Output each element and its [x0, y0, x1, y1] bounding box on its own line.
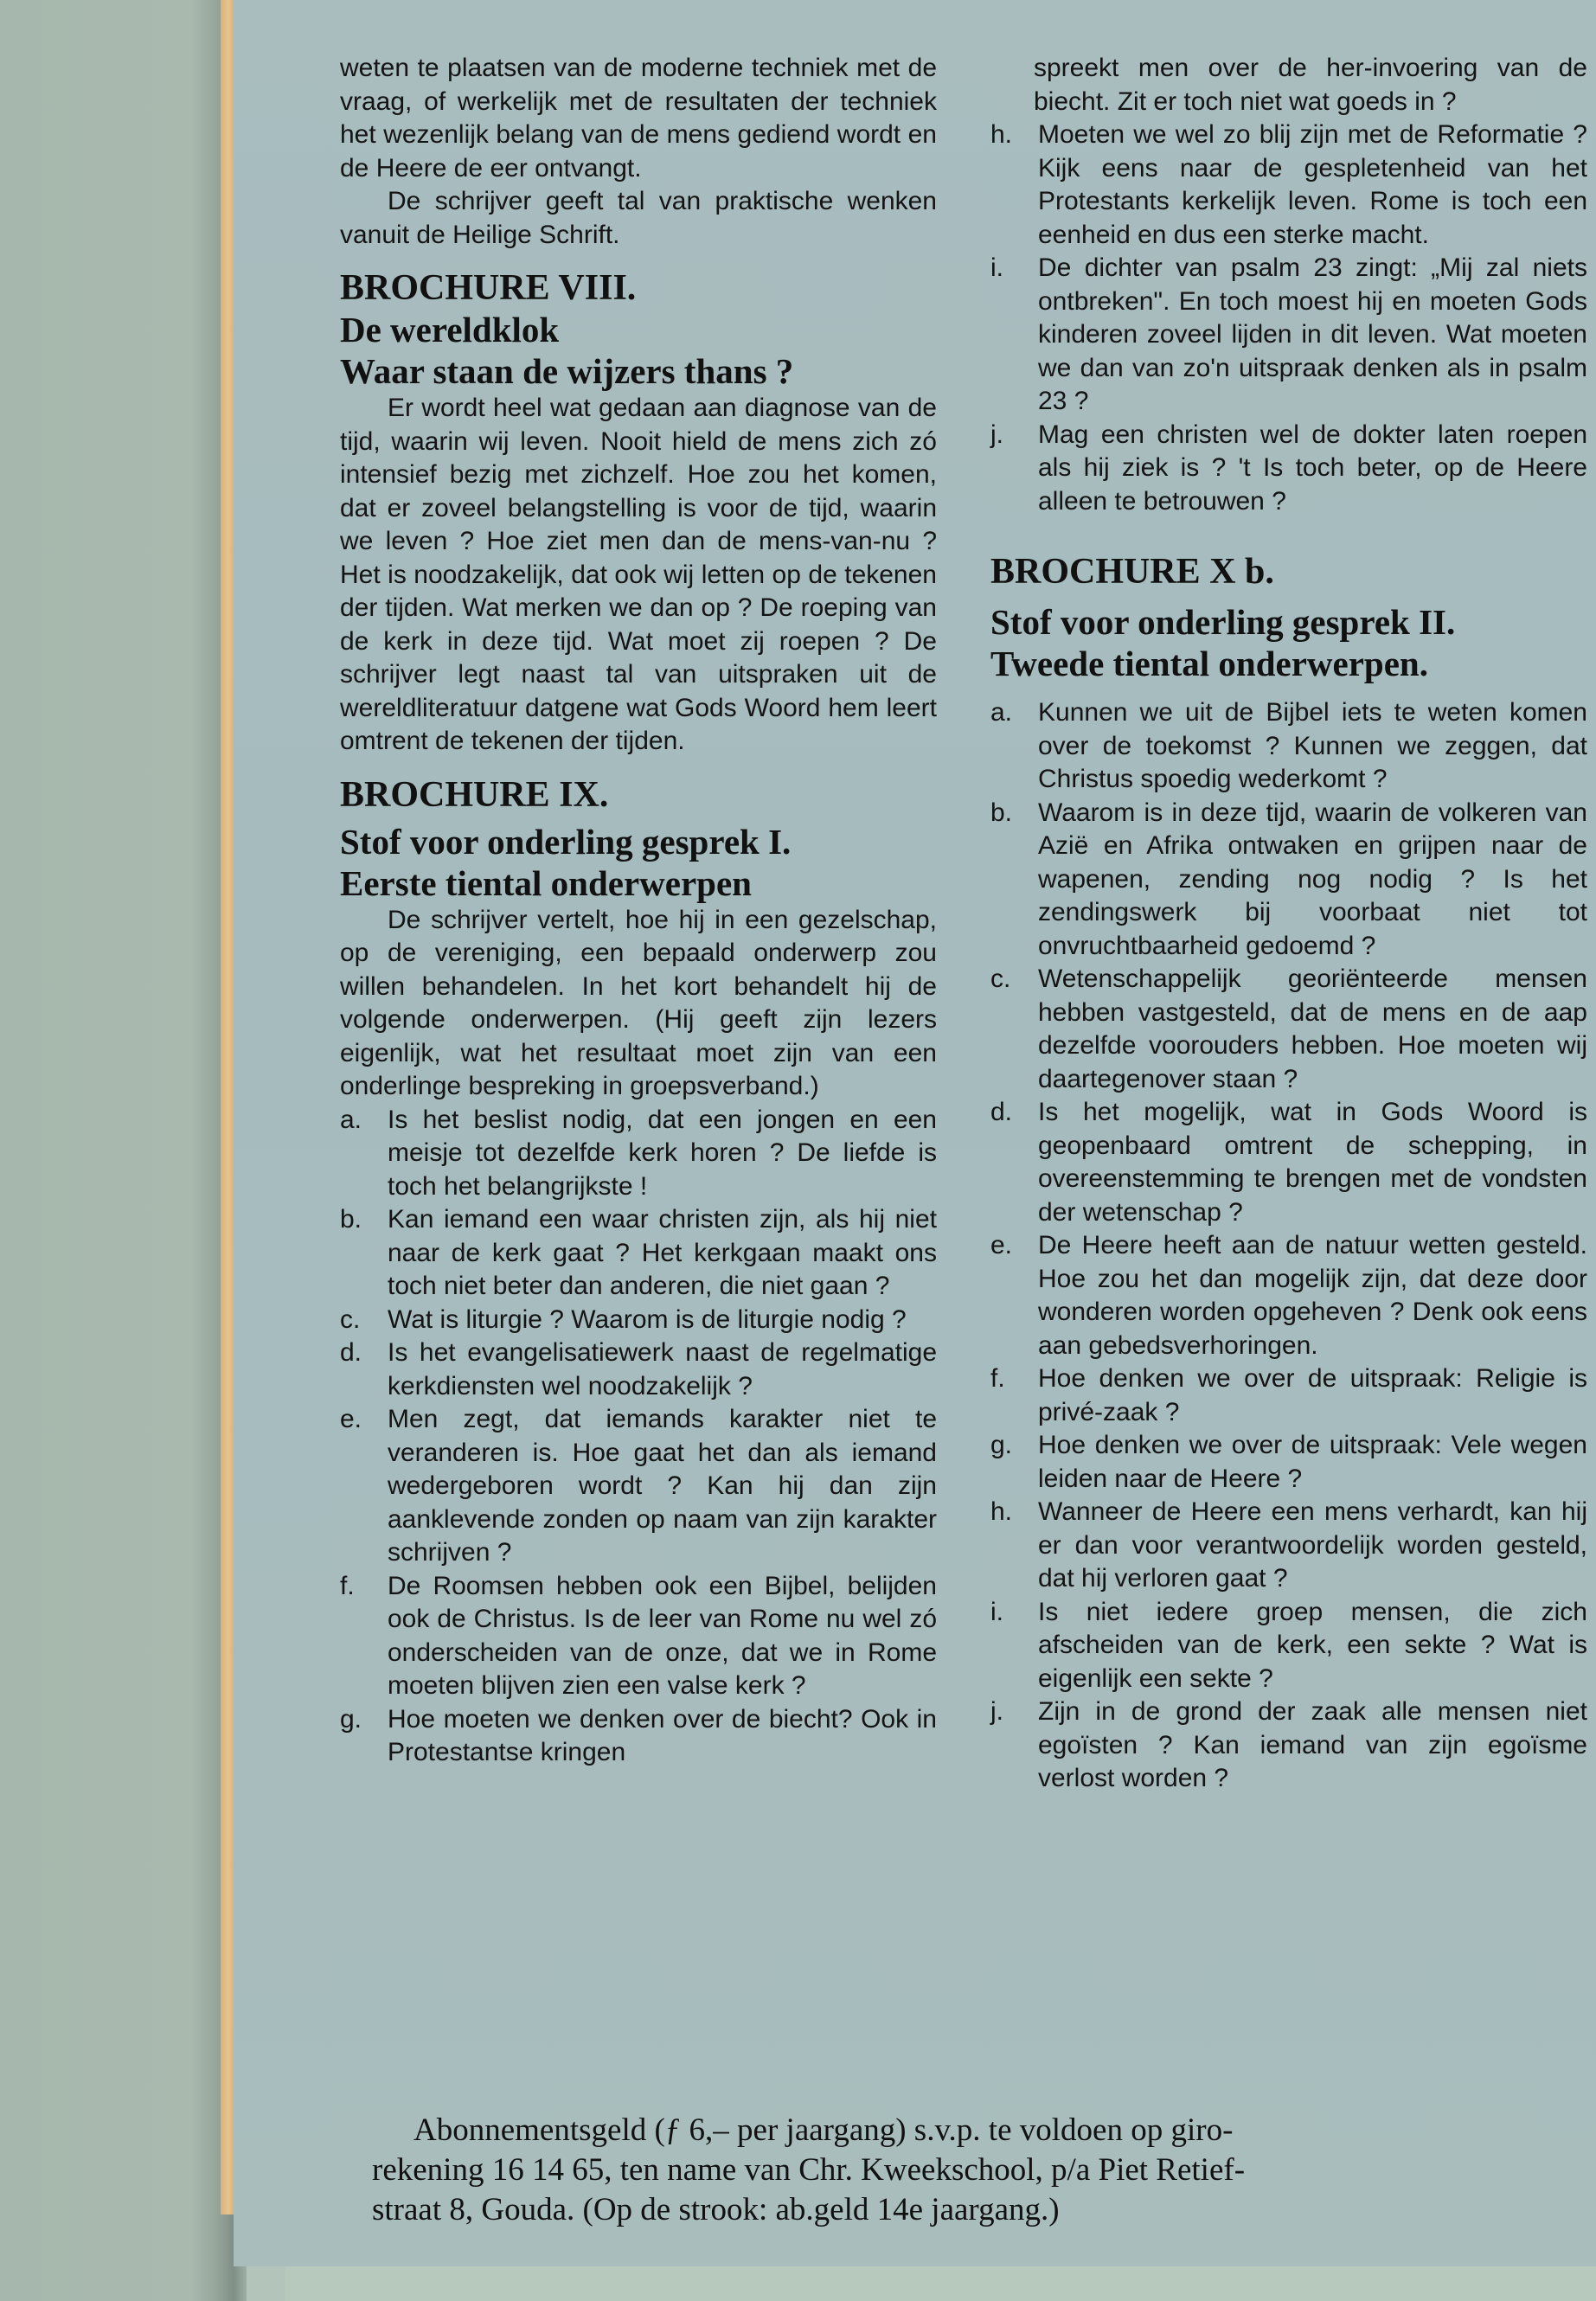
brochure-9-subtitle-2: Eerste tiental onderwerpen [340, 862, 752, 903]
list-item: b. Waarom is in deze tijd, waarin de volkeren van Azië en Afrika ontwaken en grijpen naar de wapenen, zending nog nodig ? Is het zendingswerk bij voorbaat niet tot onvruchtbaarheid gedoemd ? [990, 798, 1587, 960]
list-item: f. Hoe denken we over de uitspraak: Religie is privé-zaak ? [990, 1364, 1587, 1426]
left-column [340, 52, 937, 1770]
list-item: e. Men zegt, dat iemands karakter niet te veranderen is. Hoe gaat het dan als iemand wedergeboren wordt ? Kan hij dan zijn aanklevende zonden op naam van zijn karakter schrijven ? [340, 1405, 937, 1567]
list-item: d. Is het evangelisatiewerk naast de regelmatige kerkdiensten wel noodzakelijk ? [340, 1338, 937, 1400]
intro-paragraph-2: De schrijver geeft tal van praktische wenken vanuit de Heilige Schrift. [340, 187, 937, 249]
footer-line-2: rekening 16 14 65, ten name van Chr. Kweekschool, p/a Piet Retief- [372, 2152, 1246, 2188]
list-item: d. Is het mogelijk, wat in Gods Woord is geopenbaard omtrent de schepping, in overeenstemming te brengen met de vondsten der wetenschap ? [990, 1098, 1587, 1227]
list-item: j. Mag een christen wel de dokter laten roepen als hij ziek is ? 't Is toch beter, op de Heere alleen te betrouwen ? [990, 420, 1587, 516]
binding-shadow [0, 0, 247, 2301]
brochure-8-subtitle-1: De wereldklok [340, 310, 560, 349]
list-item: b. Kan iemand een waar christen zijn, als hij niet naar de kerk gaat ? Het kerkgaan maakt ons toch niet beter dan anderen, die niet gaan ? [340, 1205, 937, 1300]
right-column [990, 52, 1587, 1796]
list-item: h. Wanneer de Heere een mens verhardt, kan hij er dan voor verantwoordelijk worden gesteld, dat hij verloren gaat ? [990, 1497, 1587, 1593]
list-item: f. De Roomsen hebben ook een Bijbel, belijden ook de Christus. Is de leer van Rome nu wel zó onderscheiden van de onze, dat we in Rome moeten blijven zien een valse kerk ? [340, 1571, 937, 1700]
brochure-10b-questions [990, 696, 1587, 1796]
list-item: c. Wetenschappelijk georiënteerde mensen hebben vastgesteld, dat de mens en de aap dezelfde voorouders hebben. Hoe moeten wij daartegenover staan ? [990, 965, 1587, 1093]
brochure-9-body: De schrijver vertelt, hoe hij in een gezelschap, op de vereniging, een bepaald onderwerp zou willen behandelen. In het kort behandelt hij de volgende onderwerpen. (Hij geeft zijn lezers eigenlijk, wat het resultaat moet zijn van een onderlinge bespreking in groepsverband.) [340, 905, 937, 1100]
list-item: i. De dichter van psalm 23 zingt: „Mij zal niets ontbreken". En toch moest hij en moeten Gods kinderen zoveel lijden in dit leven. Wat moeten we dan van zo'n uitspraak denken als in psalm 23 ? [990, 253, 1587, 415]
bottom-strip [285, 2266, 1596, 2301]
footer-line-1: Abonnementsgeld (ƒ 6,– per jaargang) s.v.p. te voldoen op giro- [413, 2112, 1234, 2148]
list-item: j. Zijn in de grond der zaak alle mensen niet egoïsten ? Kan iemand van zijn egoïsme verlost worden ? [990, 1697, 1587, 1792]
list-item: e. De Heere heeft aan de natuur wetten gesteld. Hoe zou het dan mogelijk zijn, dat deze door wonderen worden opgeheven ? Denk ook eens aan gebedsverhoringen. [990, 1231, 1587, 1360]
intro-paragraph-1: weten te plaatsen van de moderne techniek met de vraag, of werkelijk met de resultaten der techniek het wezenlijk belang van de mens gediend wordt en de Heere de eer ontvangt. [340, 54, 937, 183]
list-item: a. Kunnen we uit de Bijbel iets te weten komen over de toekomst ? Kunnen we zeggen, dat Christus spoedig wederkomt ? [990, 698, 1587, 793]
subscription-footer [372, 2111, 1583, 2230]
brochure-10b-subtitle-2: Tweede tiental onderwerpen. [990, 644, 1428, 683]
list-item: g. Hoe moeten we denken over de biecht? Ook in Protestantse kringen [340, 1704, 937, 1766]
brochure-8-body: Er wordt heel wat gedaan aan diagnose van de tijd, waarin wij leven. Nooit hield de mens zich zó intensief bezig met zichzelf. Hoe zou het komen, dat er zoveel belangstelling is voor de tijd, waarin we leven ? Hoe ziet men dan de mens-van-nu ? Het is noodzakelijk, dat ook wij letten op de tekenen der tijden. Wat merken we dan op ? De roeping van de kerk in deze tijd. Wat moet zij roepen ? De schrijver legt naast tal van uitspraken uit de wereldliteratuur datgene wat Gods Woord hem leert omtrent de tekenen der tijden. [340, 394, 937, 755]
brochure-9-heading: BROCHURE IX. [340, 774, 609, 815]
brochure-9-subtitle-1: Stof voor onderling gesprek I. [340, 821, 792, 862]
list-item: c. Wat is liturgie ? Waarom is de liturgie nodig ? [340, 1304, 907, 1334]
continuation-text: spreekt men over de her-invoering van de biecht. Zit er toch niet wat goeds in ? [1034, 54, 1587, 116]
footer-line-3: straat 8, Gouda. (Op de strook: ab.geld 14e jaargang.) [372, 2192, 1060, 2227]
brochure-10b-subtitle-1: Stof voor onderling gesprek II. [990, 602, 1456, 642]
brochure-9-questions [340, 1104, 937, 1770]
list-item: h. Moeten we wel zo blij zijn met de Reformatie ? Kijk eens naar de gespletenheid van het Protestants kerkelijk leven. Rome is toch een eenheid en dus een sterke macht. [990, 120, 1587, 249]
brochure-9-questions-continued [990, 119, 1587, 518]
list-item: i. Is niet iedere groep mensen, die zich afscheiden van de kerk, een sekte ? Wat is eigenlijk een sekte ? [990, 1597, 1587, 1693]
brochure-8-heading: BROCHURE VIII. [340, 268, 637, 308]
brochure-10b-heading: BROCHURE X b. [990, 552, 1274, 592]
brochure-8-subtitle-2: Waar staan de wijzers thans ? [340, 351, 794, 391]
list-item: g. Hoe denken we over de uitspraak: Vele wegen leiden naar de Heere ? [990, 1431, 1587, 1493]
list-item: a. Is het beslist nodig, dat een jongen en een meisje tot dezelfde kerk horen ? De liefde is toch het belangrijkste ! [340, 1105, 937, 1201]
